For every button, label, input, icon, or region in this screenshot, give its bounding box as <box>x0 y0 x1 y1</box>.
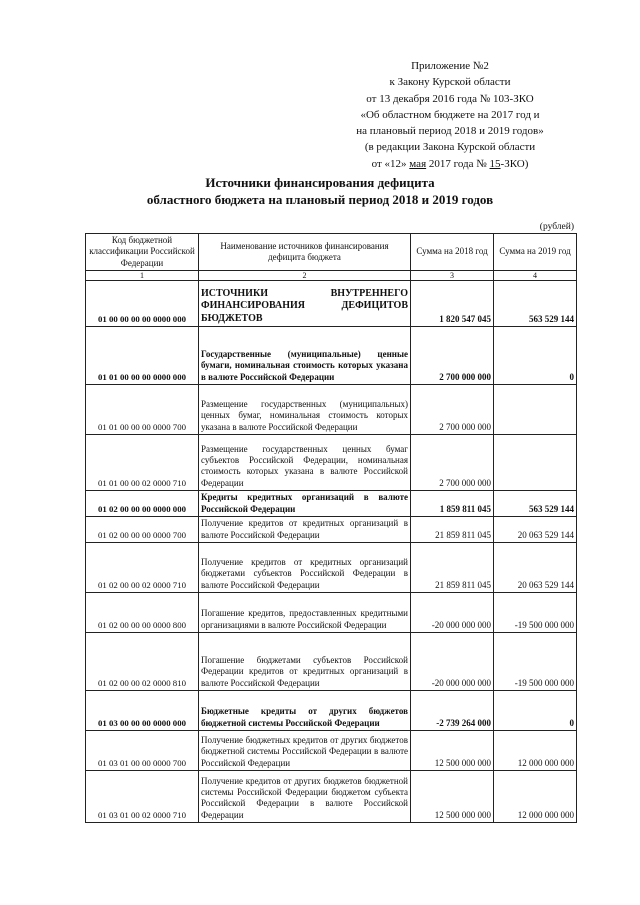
table-row <box>86 517 577 543</box>
header-code: Код бюджетной классификации Российской Федерации <box>86 234 199 271</box>
appendix-line-3: от 13 декабря 2016 года № 103-ЗКО <box>366 92 534 105</box>
document-title <box>100 174 540 208</box>
row-amount-2018: 2 700 000 000 <box>411 327 494 385</box>
row-amount-2019 <box>494 435 577 491</box>
row-code: 01 03 01 00 00 0000 700 <box>86 731 199 771</box>
row-name: Государственные (муниципальные) ценные бумаги, номинальная стоимость которых указана в валюте Российской Федерации <box>199 327 411 385</box>
row-code: 01 03 01 00 02 0000 710 <box>86 771 199 823</box>
column-number: 4 <box>494 271 577 281</box>
row-code: 01 02 00 00 02 0000 810 <box>86 633 199 691</box>
row-amount-2019: 0 <box>494 691 577 731</box>
row-code: 01 01 00 00 00 0000 000 <box>86 327 199 385</box>
row-amount-2019: 563 529 144 <box>494 491 577 517</box>
row-amount-2018: 21 859 811 045 <box>411 543 494 593</box>
row-amount-2019 <box>494 385 577 435</box>
appendix-line-7 <box>300 156 600 172</box>
row-amount-2018: 12 500 000 000 <box>411 771 494 823</box>
row-name: Получение кредитов от других бюджетов бюджетной системы Российской Федерации бюджетом субъекта Российской Федерации в валюте Российской Федерации <box>199 771 411 823</box>
row-amount-2018: 1 859 811 045 <box>411 491 494 517</box>
row-amount-2019: 12 000 000 000 <box>494 731 577 771</box>
header-2018: Сумма на 2018 год <box>411 234 494 271</box>
row-code: 01 02 00 00 02 0000 710 <box>86 543 199 593</box>
row-amount-2018: -20 000 000 000 <box>411 633 494 691</box>
table-row <box>86 435 577 491</box>
row-amount-2019: -19 500 000 000 <box>494 593 577 633</box>
amendment-law-number: 15 <box>489 157 501 170</box>
table-row <box>86 491 577 517</box>
amendment-date-month: мая <box>409 157 427 170</box>
row-name: Погашение кредитов, предоставленных кредитными организациями в валюте Российской Федерации <box>199 593 411 633</box>
row-amount-2018: 2 700 000 000 <box>411 435 494 491</box>
row-code: 01 02 00 00 00 0000 800 <box>86 593 199 633</box>
row-amount-2018: -20 000 000 000 <box>411 593 494 633</box>
table-row <box>86 771 577 823</box>
row-name: Размещение государственных ценных бумаг субъектов Российской Федерации, номинальная стоимость которых указана в валюте Российской Федерации <box>199 435 411 491</box>
row-amount-2018: 21 859 811 045 <box>411 517 494 543</box>
amendment-date-year: 2017 года № <box>428 157 487 170</box>
row-amount-2019: 20 063 529 144 <box>494 543 577 593</box>
table-row <box>86 543 577 593</box>
row-amount-2018: 1 820 547 045 <box>411 281 494 327</box>
row-code: 01 02 00 00 00 0000 700 <box>86 517 199 543</box>
appendix-line-4: «Об областном бюджете на 2017 год и <box>360 108 540 121</box>
row-amount-2018: 2 700 000 000 <box>411 385 494 435</box>
row-amount-2019: 20 063 529 144 <box>494 517 577 543</box>
table-row <box>86 385 577 435</box>
appendix-line-5: на плановый период 2018 и 2019 годов» <box>356 125 544 138</box>
financing-sources-table <box>85 233 577 823</box>
table-row <box>86 327 577 385</box>
row-code: 01 01 00 00 02 0000 710 <box>86 435 199 491</box>
table-row <box>86 593 577 633</box>
row-code: 01 01 00 00 00 0000 700 <box>86 385 199 435</box>
column-number: 2 <box>199 271 411 281</box>
row-name: Получение кредитов от кредитных организаций в валюте Российской Федерации <box>199 517 411 543</box>
row-code: 01 00 00 00 00 0000 000 <box>86 281 199 327</box>
table-row <box>86 691 577 731</box>
currency-unit: (рублей) <box>539 222 574 232</box>
document-title-line-1: Источники финансирования дефицита <box>205 175 435 190</box>
amendment-law-suffix: -ЗКО) <box>500 157 529 170</box>
column-number: 1 <box>86 271 199 281</box>
row-name: Кредиты кредитных организаций в валюте Российской Федерации <box>199 491 411 517</box>
appendix-line-1: Приложение №2 <box>411 60 489 72</box>
appendix-line-2: к Закону Курской области <box>389 76 511 89</box>
row-amount-2019: 12 000 000 000 <box>494 771 577 823</box>
document-title-line-2: областного бюджета на плановый период 2018 и 2019 годов <box>146 192 494 207</box>
row-name: Получение бюджетных кредитов от других бюджетов бюджетной системы Российской Федерации в валюте Российской Федерации <box>199 731 411 771</box>
row-amount-2019: 0 <box>494 327 577 385</box>
column-number: 3 <box>411 271 494 281</box>
row-name: Бюджетные кредиты от других бюджетов бюджетной системы Российской Федерации <box>199 691 411 731</box>
row-name: ИСТОЧНИКИ ВНУТРЕННЕГО ФИНАНСИРОВАНИЯ ДЕФИЦИТОВ БЮДЖЕТОВ <box>199 281 411 327</box>
table-row <box>86 633 577 691</box>
header-name: Наименование источников финансирования дефицита бюджета <box>199 234 411 271</box>
row-amount-2019: -19 500 000 000 <box>494 633 577 691</box>
column-number-row <box>86 271 577 281</box>
row-amount-2018: -2 739 264 000 <box>411 691 494 731</box>
row-amount-2018: 12 500 000 000 <box>411 731 494 771</box>
row-code: 01 02 00 00 00 0000 000 <box>86 491 199 517</box>
row-amount-2019: 563 529 144 <box>494 281 577 327</box>
row-name: Получение кредитов от кредитных организаций бюджетами субъектов Российской Федерации в валюте Российской Федерации <box>199 543 411 593</box>
table-row <box>86 281 577 327</box>
header-2019: Сумма на 2019 год <box>494 234 577 271</box>
table-header-row <box>86 234 577 271</box>
table-row <box>86 731 577 771</box>
appendix-header <box>300 58 600 172</box>
row-code: 01 03 00 00 00 0000 000 <box>86 691 199 731</box>
appendix-line-6: (в редакции Закона Курской области <box>364 141 536 154</box>
row-name: Погашение бюджетами субъектов Российской Федерации кредитов от кредитных организаций в валюте Российской Федерации <box>199 633 411 691</box>
row-name: Размещение государственных (муниципальных) ценных бумаг, номинальная стоимость которых указана в валюте Российской Федерации <box>199 385 411 435</box>
amendment-date-day: от «12» <box>371 157 407 170</box>
